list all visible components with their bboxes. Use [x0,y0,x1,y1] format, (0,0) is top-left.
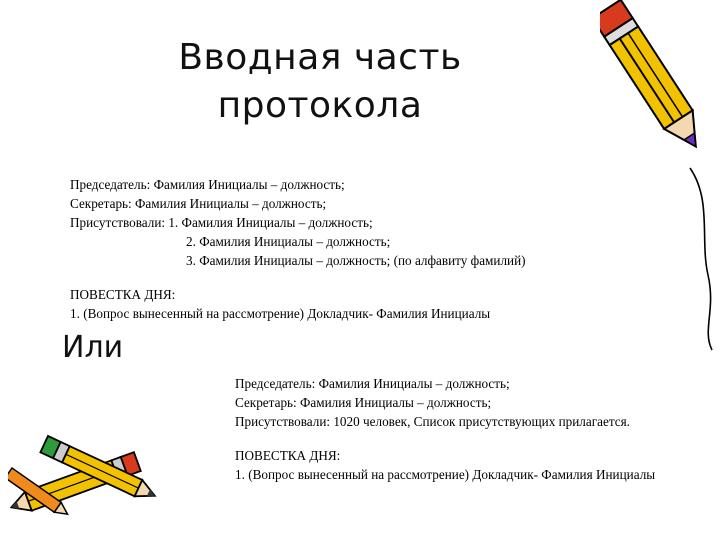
page-title [150,34,490,130]
agenda-heading: ПОВЕСТКА ДНЯ: [70,287,176,302]
crossed-pencils-icon [8,428,158,538]
agenda-heading: ПОВЕСТКА ДНЯ: [235,448,341,463]
protocol-header-example-2 [235,374,655,484]
agenda-item: 1. (Вопрос вынесенный на рассмотрение) Докладчик- Фамилия Инициалы [235,467,656,482]
agenda-item: 1. (Вопрос вынесенный на рассмотрение) Докладчик- Фамилия Инициалы [70,306,491,321]
present-line-2: 2. Фамилия Инициалы – должность; [186,234,391,249]
protocol-header-example-1 [70,175,526,323]
secretary-line: Секретарь: Фамилия Инициалы – должность; [70,196,327,211]
chair-line: Председатель: Фамилия Инициалы – должность; [70,177,345,192]
or-label: Или [62,330,124,365]
chair-line: Председатель: Фамилия Инициалы – должность; [235,376,510,391]
present-line: Присутствовали: 1020 человек, Список присутствующих прилагается. [235,414,630,429]
present-line-3: 3. Фамилия Инициалы – должность; (по алфавиту фамилий) [186,253,526,268]
pencil-icon [600,0,710,165]
title-line-2: протокола [217,85,423,126]
present-line-1: Присутствовали: 1. Фамилия Инициалы – должность; [70,215,373,230]
secretary-line: Секретарь: Фамилия Инициалы – должность; [235,395,492,410]
title-line-1: Вводная часть [178,37,462,78]
